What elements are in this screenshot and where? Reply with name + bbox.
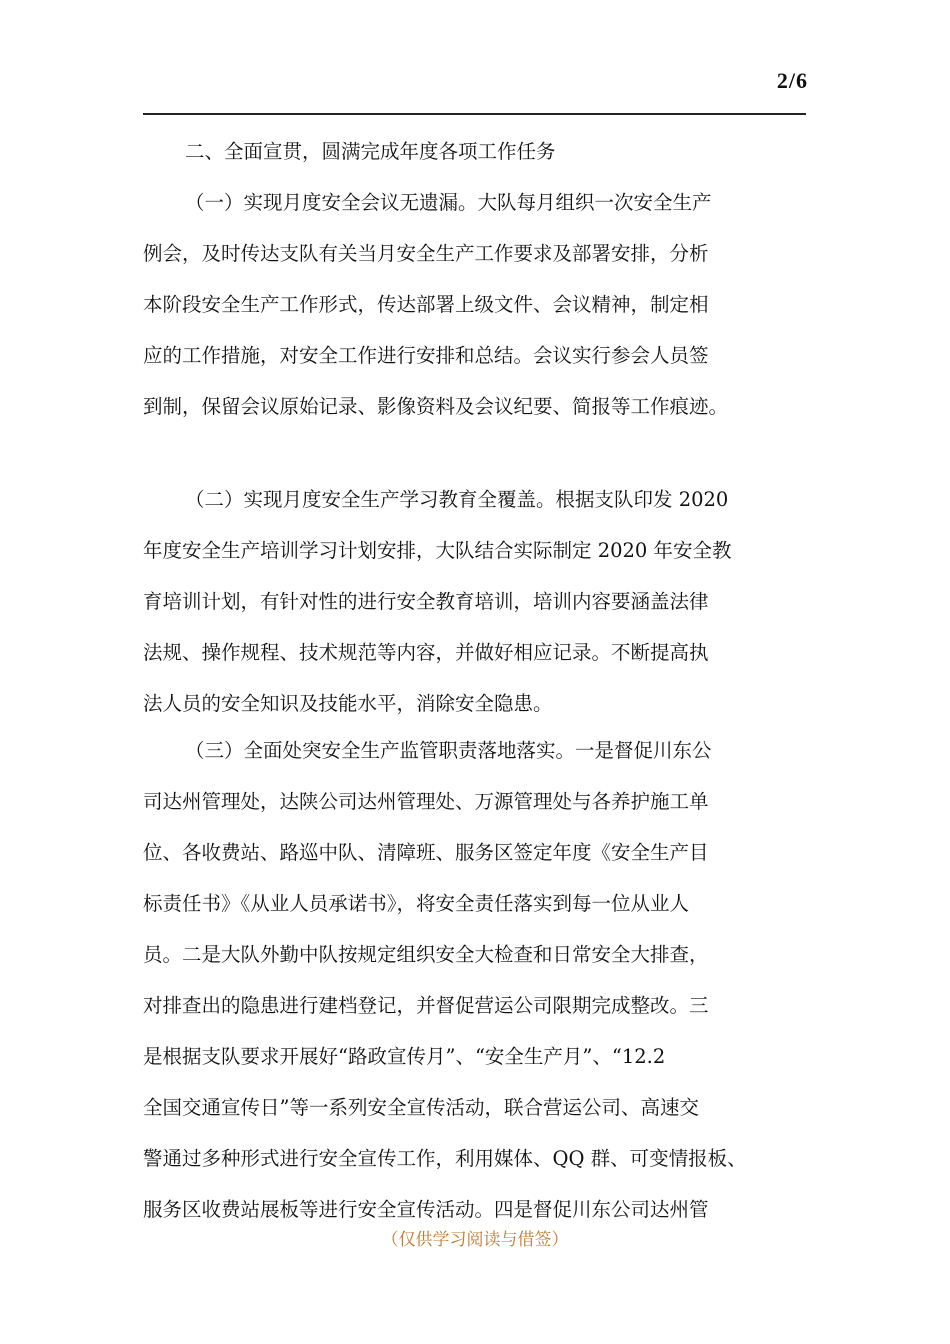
paragraph-line: 标责任书》《从业人员承诺书》，将安全责任落实到每一位从业人 [143,892,690,915]
paragraph-line: 例会，及时传达支队有关当月安全生产工作要求及部署安排，分析 [143,242,709,265]
paragraph-line: 应的工作措施，对安全工作进行安排和总结。会议实行参会人员签 [143,344,709,367]
paragraph-line: 员。二是大队外勤中队按规定组织安全大检查和日常安全大排查， [143,943,709,966]
paragraph-line: 位、各收费站、路巡中队、清障班、服务区签定年度《安全生产目 [143,841,709,864]
paragraph-line: （二）实现月度安全生产学习教育全覆盖。根据支队印发 2020 [185,488,729,511]
section-heading-block [143,126,811,177]
paragraph-line: （三）全面处突安全生产监管职责落地落实。一是督促川东公 [185,739,712,762]
paragraph-line: 司达州管理处，达陕公司达州管理处、万源管理处与各养护施工单 [143,790,709,813]
paragraph-line: 是根据支队要求开展好“路政宣传月”、“安全生产月”、“12.2 [143,1045,666,1068]
footer-note: （仅供学习阅读与借签） [381,1230,569,1250]
paragraph-1 [143,177,811,432]
paragraph-2 [143,474,811,729]
paragraph-line: 本阶段安全生产工作形式，传达部署上级文件、会议精神，制定相 [143,293,709,316]
paragraph-line: 到制，保留会议原始记录、影像资料及会议纪要、简报等工作痕迹。 [143,395,729,418]
paragraph-line: 警通过多种形式进行安全宣传工作，利用媒体、QQ 群、可变情报板、 [143,1147,747,1170]
page-number: 2/6 [776,68,808,93]
paragraph-line: 对排查出的隐患进行建档登记，并督促营运公司限期完成整改。三 [143,994,709,1017]
paragraph-line: 年度安全生产培训学习计划安排，大队结合实际制定 2020 年安全教 [143,539,732,562]
paragraph-line: 服务区收费站展板等进行安全宣传活动。四是督促川东公司达州管 [143,1198,709,1221]
paragraph-line: 全国交通宣传日”等一系列安全宣传活动，联合营运公司、高速交 [143,1096,699,1119]
header-rule [143,113,806,115]
paragraph-line: 育培训计划，有针对性的进行安全教育培训，培训内容要涵盖法律 [143,590,709,613]
section-heading: 二、全面宣贯，圆满完成年度各项工作任务 [185,140,556,163]
paragraph-line: （一）实现月度安全会议无遗漏。大队每月组织一次安全生产 [185,191,712,214]
paragraph-line: 法规、操作规程、技术规范等内容，并做好相应记录。不断提高执 [143,641,709,664]
paragraph-3 [143,725,811,1235]
paragraph-line: 法人员的安全知识及技能水平，消除安全隐患。 [143,692,553,715]
